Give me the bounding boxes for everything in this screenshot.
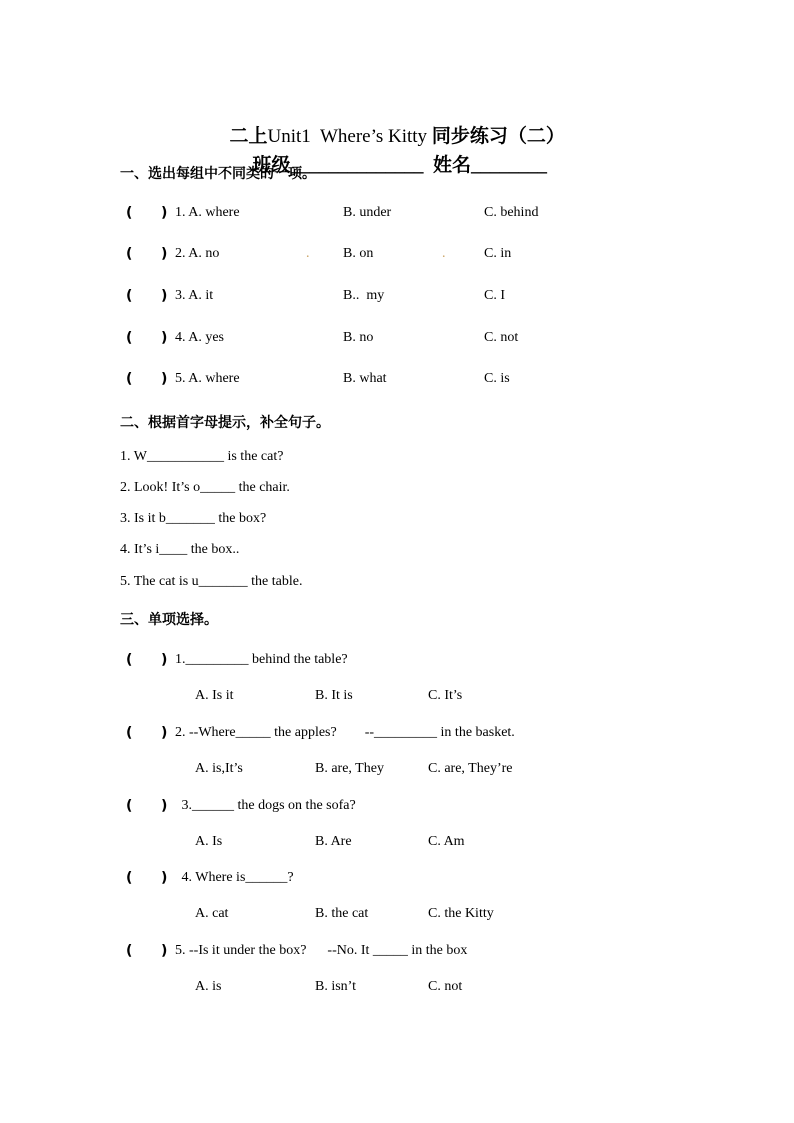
stray-dot: . xyxy=(442,246,446,261)
answer-bracket-close: ) xyxy=(161,330,168,346)
stray-dot: . xyxy=(306,246,310,261)
section2-heading: 二、根据首字母提示，补全句子。 xyxy=(120,415,330,431)
choice-b: B. the cat xyxy=(315,906,369,921)
fill-blank-item: 3. Is it b_______ the box? xyxy=(120,511,267,526)
option-c: C. behind xyxy=(484,205,539,220)
choice-c: C. Am xyxy=(428,834,465,849)
choice-a: A. is xyxy=(195,979,222,994)
choice-b: B. Are xyxy=(315,834,352,849)
fill-blank-item: 2. Look! It’s o_____ the chair. xyxy=(120,480,290,495)
choice-c: C. the Kitty xyxy=(428,906,494,921)
option-a: 4. A. yes xyxy=(175,330,224,345)
option-c: C. I xyxy=(484,288,505,303)
choice-a: A. Is it xyxy=(195,688,234,703)
option-b: B. what xyxy=(343,371,387,386)
title-unit: Unit1 Where’s Kitty xyxy=(267,126,432,147)
choice-c: C. are, They’re xyxy=(428,761,513,776)
answer-bracket-close: ) xyxy=(161,870,168,886)
answer-bracket-close: ) xyxy=(161,943,168,959)
choice-b: B. It is xyxy=(315,688,353,703)
option-b: B. on xyxy=(343,246,374,261)
option-b: B. under xyxy=(343,205,392,220)
choice-a: A. Is xyxy=(195,834,223,849)
answer-bracket-close: ) xyxy=(161,246,168,262)
option-c: C. in xyxy=(484,246,512,261)
answer-bracket-close: ) xyxy=(161,798,168,814)
answer-bracket-open: ( xyxy=(126,246,133,262)
option-b: B. no xyxy=(343,330,374,345)
question-text: 5. --Is it under the box? --No. It _____ in the box xyxy=(175,943,468,958)
question-text: 2. --Where_____ the apples? --_________ in the basket. xyxy=(175,725,515,740)
option-c: C. is xyxy=(484,371,510,386)
option-a: 1. A. where xyxy=(175,205,240,220)
option-a: 2. A. no xyxy=(175,246,220,261)
title-prefix: 二上 xyxy=(229,126,268,147)
choice-a: A. is,It’s xyxy=(195,761,243,776)
title-suffix: 同步练习（二） xyxy=(431,126,565,147)
question-text: 1._________ behind the table? xyxy=(175,652,348,667)
choice-a: A. cat xyxy=(195,906,229,921)
choice-b: B. are, They xyxy=(315,761,384,776)
option-c: C. not xyxy=(484,330,519,345)
answer-bracket-open: ( xyxy=(126,798,133,814)
answer-bracket-open: ( xyxy=(126,943,133,959)
fill-blank-item: 5. The cat is u_______ the table. xyxy=(120,574,303,589)
name-field: 姓名________ xyxy=(433,155,548,176)
answer-bracket-open: ( xyxy=(126,288,133,304)
choice-b: B. isn’t xyxy=(315,979,356,994)
choice-c: C. It’s xyxy=(428,688,463,703)
answer-bracket-open: ( xyxy=(126,371,133,387)
section1-heading: 一、选出每组中不同类的一项。 xyxy=(120,166,316,182)
answer-bracket-close: ) xyxy=(161,652,168,668)
option-a: 3. A. it xyxy=(175,288,214,303)
choice-c: C. not xyxy=(428,979,463,994)
option-a: 5. A. where xyxy=(175,371,240,386)
answer-bracket-close: ) xyxy=(161,288,168,304)
answer-bracket-open: ( xyxy=(126,870,133,886)
section3-heading: 三、单项选择。 xyxy=(120,612,218,628)
answer-bracket-close: ) xyxy=(161,371,168,387)
class-field: 班级______________ xyxy=(252,155,424,176)
answer-bracket-close: ) xyxy=(161,725,168,741)
answer-bracket-open: ( xyxy=(126,652,133,668)
option-b: B.. my xyxy=(343,288,385,303)
fill-blank-item: 1. W___________ is the cat? xyxy=(120,449,284,464)
fill-blank-item: 4. It’s i____ the box.. xyxy=(120,542,240,557)
answer-bracket-close: ) xyxy=(161,205,168,221)
answer-bracket-open: ( xyxy=(126,725,133,741)
question-text: 3.______ the dogs on the sofa? xyxy=(178,798,356,813)
answer-bracket-open: ( xyxy=(126,205,133,221)
answer-bracket-open: ( xyxy=(126,330,133,346)
question-text: 4. Where is______? xyxy=(178,870,294,885)
